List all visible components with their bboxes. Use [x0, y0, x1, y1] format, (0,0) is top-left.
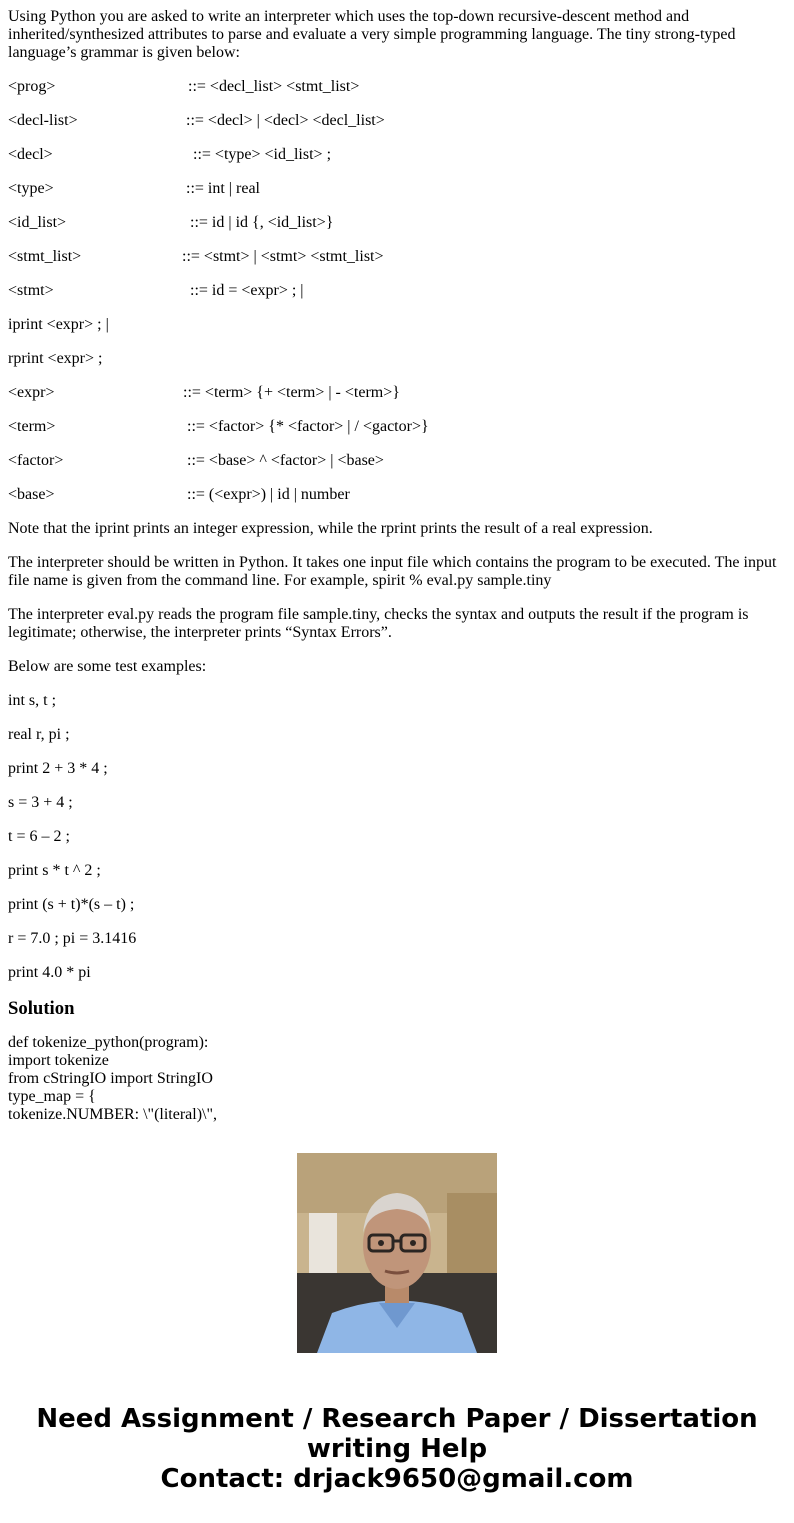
grammar-rule: <term> ::= <factor> {* <factor> | / <gactor>}	[8, 418, 429, 435]
intro-paragraph: Using Python you are asked to write an interpreter which uses the top-down recursive-descent method and inherited/synthesized attributes to parse and evaluate a very simple programming language. The tiny strong-typed language’s grammar is given below:	[8, 8, 736, 61]
examples-intro: Below are some test examples:	[8, 658, 207, 675]
grammar	[8, 78, 786, 504]
solution-heading: Solution	[8, 998, 75, 1019]
example-line: print s * t ^ 2 ;	[8, 862, 101, 879]
example-line: real r, pi ;	[8, 726, 70, 743]
interpreter-info-paragraph: The interpreter should be written in Python. It takes one input file which contains the program to be executed. The input file name is given from the command line. For example, spirit % eval.py sample.tiny	[8, 554, 777, 589]
example-line: print 2 + 3 * 4 ;	[8, 760, 108, 777]
note-paragraph: Note that the iprint prints an integer expression, while the rprint prints the result of a real expression.	[8, 520, 653, 537]
grammar-rule: <stmt> ::= id = <expr> ; |	[8, 282, 304, 299]
promo-line-2: writing Help	[306, 1434, 488, 1464]
code-line: tokenize.NUMBER: \"(literal)\",	[8, 1106, 218, 1123]
grammar-rule: <expr> ::= <term> {+ <term> | - <term>}	[8, 384, 400, 401]
code-line: type_map = {	[8, 1088, 96, 1105]
test-examples	[8, 692, 786, 982]
grammar-rule: <type> ::= int | real	[8, 180, 260, 197]
grammar-rule: iprint <expr> ; |	[8, 316, 109, 333]
grammar-rule: <prog> ::= <decl_list> <stmt_list>	[8, 78, 360, 95]
grammar-rule: <base> ::= (<expr>) | id | number	[8, 486, 350, 503]
code-line: def tokenize_python(program):	[8, 1034, 209, 1051]
solution-code	[8, 1034, 786, 1123]
grammar-rule: <id_list> ::= id | id {, <id_list>}	[8, 214, 334, 231]
grammar-rule: <factor> ::= <base> ^ <factor> | <base>	[8, 452, 384, 469]
interpreter-behavior-paragraph: The interpreter eval.py reads the program file sample.tiny, checks the syntax and outputs the result if the program is legitimate; otherwise, the interpreter prints “Syntax Errors”.	[8, 606, 749, 641]
promo-banner	[0, 1404, 794, 1494]
grammar-rule: <stmt_list> ::= <stmt> | <stmt> <stmt_list>	[8, 248, 384, 265]
grammar-rule: rprint <expr> ;	[8, 350, 103, 367]
example-line: t = 6 – 2 ;	[8, 828, 70, 845]
code-line: from cStringIO import StringIO	[8, 1070, 213, 1087]
promo-contact: Contact: drjack9650@gmail.com	[160, 1464, 634, 1494]
document-body	[8, 8, 786, 1123]
example-line: s = 3 + 4 ;	[8, 794, 73, 811]
author-avatar	[297, 1153, 497, 1353]
example-line: print 4.0 * pi	[8, 964, 91, 981]
promo-line-1: Need Assignment / Research Paper / Dissertation	[36, 1404, 758, 1434]
grammar-rule: <decl-list> ::= <decl> | <decl> <decl_list>	[8, 112, 385, 129]
example-line: r = 7.0 ; pi = 3.1416	[8, 930, 137, 947]
example-line: print (s + t)*(s – t) ;	[8, 896, 135, 913]
avatar-portrait	[297, 1153, 497, 1353]
grammar-rule: <decl> ::= <type> <id_list> ;	[8, 146, 332, 163]
example-line: int s, t ;	[8, 692, 57, 709]
code-line: import tokenize	[8, 1052, 109, 1069]
